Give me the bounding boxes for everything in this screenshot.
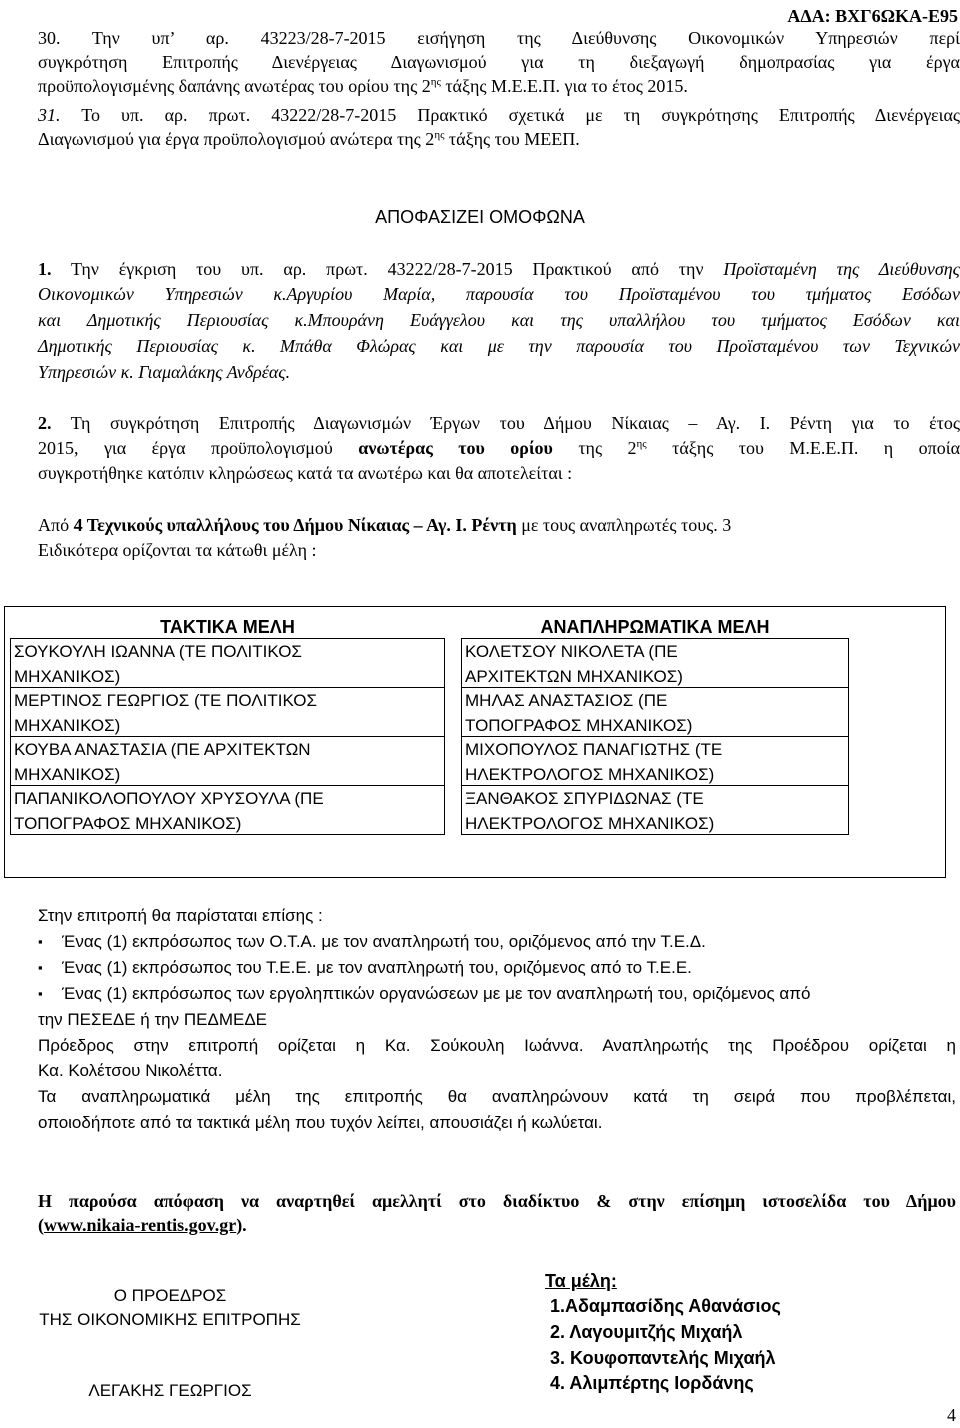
point2-line2: 2015, για έργα προϋπολογισμού ανωτέρας του ορίου της $2^{\eta\varsigma}$ τάξης του Μ.Ε.Ε.Π. η οποία <box>38 438 960 458</box>
regular-member-cell <box>10 736 445 786</box>
item31-line2: Διαγωνισμού για έργα προϋπολογισμού ανώτερα της $2^{\eta\varsigma}$ τάξης του ΜΕΕΠ. <box>38 129 580 149</box>
point1-line3: και Δημοτικής Περιουσίας κ.Μπουράνη Ευάγγελου και της υπαλλήλου του τμήματος Εσόδων και <box>38 310 960 330</box>
item30-line2: συγκρότηση Επιτροπής Διενέργειας Διαγωνισμού για τη διεξαγωγή δημοπρασίας για έργα <box>38 52 960 72</box>
bullet-text: Ένας (1) εκπρόσωπος των Ο.Τ.Α. με τον αναπληρωτή του, οριζόμενος από την Τ.Ε.Δ. <box>62 932 706 951</box>
member-line: ΠΑΠΑΝΙΚΟΛΟΠΟΥΛΟΥ ΧΡΥΣΟΥΛΑ (ΠΕ <box>14 789 324 808</box>
point1-line2: Οικονομικών Υπηρεσιών κ.Αργυρίου Μαρία, παρουσία του Προϊσταμένου του τμήματος Εσόδων <box>38 284 960 304</box>
bullet-icon: ▪ <box>38 934 43 949</box>
page-number: 4 <box>947 1405 956 1425</box>
ada-code: ΑΔΑ: ΒΧΓ6ΩΚΑ-Ε95 <box>787 6 958 26</box>
point1-line5: Υπηρεσιών κ. Γιαμαλάκης Ανδρέας. <box>38 362 291 382</box>
signature-member: 4. Αλιμπέρτης Ιορδάνης <box>550 1373 754 1393</box>
members-table <box>4 606 946 878</box>
member-line: ΜΗΛΑΣ ΑΝΑΣΤΑΣΙΟΣ (ΠΕ <box>465 691 668 710</box>
president-title-1: Ο ΠΡΟΕΔΡΟΣ <box>113 1286 227 1305</box>
attendance-intro: Στην επιτροπή θα παρίσταται επίσης : <box>38 906 323 925</box>
publication-line1: Η παρούσα απόφαση να αναρτηθεί αμελλητί στο διαδίκτυο & στην επίσημη ιστοσελίδα του Δήμου <box>38 1191 956 1211</box>
alternate-members-title: ΑΝΑΠΛΗΡΩΜΑΤΙΚΑ ΜΕΛΗ <box>540 617 770 637</box>
alternates-line1: Τα αναπληρωματικά μέλη της επιτροπής θα αναπληρώνουν κατά τη σειρά που προβλέπεται, <box>38 1087 956 1106</box>
member-line: ΤΟΠΟΓΡΑΦΟΣ ΜΗΧΑΝΙΚΟΣ) <box>465 716 693 735</box>
member-line: ΜΙΧΟΠΟΥΛΟΣ ΠΑΝΑΓΙΩΤΗΣ (ΤΕ <box>465 740 723 759</box>
chair-line1: Πρόεδρος στην επιτροπή ορίζεται η Κα. Σούκουλη Ιωάννα. Αναπληρωτής της Προέδρου ορίζεται η <box>38 1036 956 1055</box>
item30-line1: 30. Την υπ’ αρ. 43223/28-7-2015 εισήγηση της Διεύθυνσης Οικονομικών Υπηρεσιών περί <box>38 28 960 48</box>
point2-line3: συγκροτήθηκε κατόπιν κληρώσεως κατά τα ανωτέρω και θα αποτελείται : <box>38 463 573 483</box>
member-line: ΤΟΠΟΓΡΑΦΟΣ ΜΗΧΑΝΙΚΟΣ) <box>14 814 242 833</box>
signature-member: 2. Λαγουμιτζής Μιχαήλ <box>550 1322 743 1342</box>
point2-line1: 2. Τη συγκρότηση Επιτροπής Διαγωνισμών Έργων του Δήμου Νίκαιας – Αγ. Ι. Ρέντη για το έτος <box>38 413 960 433</box>
member-line: ΚΟΛΕΤΣΟΥ ΝΙΚΟΛΕΤΑ (ΠΕ <box>465 642 678 661</box>
bullet-text: Ένας (1) εκπρόσωπος του Τ.Ε.Ε. με τον αναπληρωτή του, οριζόμενος από το Τ.Ε.Ε. <box>62 958 692 977</box>
member-line: ΗΛΕΚΤΡΟΛΟΓΟΣ ΜΗΧΑΝΙΚΟΣ) <box>465 814 715 833</box>
regular-member-cell <box>10 785 445 835</box>
member-line: ΗΛΕΚΤΡΟΛΟΓΟΣ ΜΗΧΑΝΙΚΟΣ) <box>465 765 715 784</box>
bullet-icon: ▪ <box>38 960 43 975</box>
regular-members-title: ΤΑΚΤΙΚΑ ΜΕΛΗ <box>160 617 295 637</box>
member-line: ΚΟΥΒΑ ΑΝΑΣΤΑΣΙΑ (ΠΕ ΑΡΧΙΤΕΚΤΩΝ <box>14 740 311 759</box>
alternate-member-cell <box>461 638 849 688</box>
alternate-member-cell <box>461 736 849 786</box>
bullet-icon: ▪ <box>38 986 43 1001</box>
regular-member-cell <box>10 687 445 737</box>
regular-member-cell <box>10 638 445 688</box>
point1-line1: 1. Την έγκριση του υπ. αρ. πρωτ. 43222/28-7-2015 Πρακτικού από την Προϊσταμένη της Διεύθυνσης <box>38 259 960 279</box>
signature-member: 1.Αδαμπασίδης Αθανάσιος <box>550 1296 781 1316</box>
attendance-bullet-3-cont: την ΠΕΣΕΔΕ ή την ΠΕΔΜΕΔΕ <box>38 1010 268 1029</box>
point2-line5: Ειδικότερα ορίζονται τα κάτωθι μέλη : <box>38 540 317 560</box>
regular-members-column <box>10 615 445 835</box>
member-line: ΜΕΡΤΙΝΟΣ ΓΕΩΡΓΙΟΣ (ΤΕ ΠΟΛΙΤΙΚΟΣ <box>14 691 318 710</box>
members-signature-title: Τα μέλη: <box>545 1271 617 1291</box>
alternate-member-cell <box>461 785 849 835</box>
member-line: ΜΗΧΑΝΙΚΟΣ) <box>14 716 121 735</box>
member-line: ΜΗΧΑΝΙΚΟΣ) <box>14 765 121 784</box>
chair-line2: Κα. Κολέτσου Νικολέττα. <box>38 1061 223 1080</box>
decision-heading: ΑΠΟΦΑΣΙΖΕΙ ΟΜΟΦΩΝΑ <box>375 207 585 227</box>
member-line: ΑΡΧΙΤΕΚΤΩΝ ΜΗΧΑΝΙΚΟΣ) <box>465 667 683 686</box>
bullet-text: Ένας (1) εκπρόσωπος των εργοληπτικών οργανώσεων με με τον αναπληρωτή του, οριζόμενος από <box>62 984 811 1003</box>
alternate-members-column <box>461 615 849 835</box>
item31-line1: 31. Το υπ. αρ. πρωτ. 43222/28-7-2015 Πρακτικό σχετικά με τη συγκρότησης Επιτροπής Διενέργειας <box>38 105 960 125</box>
member-line: ΜΗΧΑΝΙΚΟΣ) <box>14 667 121 686</box>
alternate-member-cell <box>461 687 849 737</box>
alternates-line2: οποιοδήποτε από τα τακτικά μέλη που τυχόν λείπει, απουσιάζει ή κωλύεται. <box>38 1113 603 1132</box>
publication-line2: (www.nikaia-rentis.gov.gr). <box>38 1215 247 1235</box>
item30-line3: προϋπολογισμένης δαπάνης ανωτέρας του ορίου της $2^{\eta\varsigma}$ τάξης Μ.Ε.Ε.Π. για το έτος 2015. <box>38 76 688 96</box>
signature-member: 3. Κουφοπαντελής Μιχαήλ <box>550 1348 776 1368</box>
president-name: ΛΕΓΑΚΗΣ ΓΕΩΡΓΙΟΣ <box>88 1381 252 1400</box>
point1-line4: Δημοτικής Περιουσίας κ. Μπάθα Φλώρας και με την παρουσία του Προϊσταμένου των Τεχνικών <box>38 336 960 356</box>
president-title-2: ΤΗΣ ΟΙΚΟΝΟΜΙΚΗΣ ΕΠΙΤΡΟΠΗΣ <box>39 1310 301 1329</box>
member-line: ΞΑΝΘΑΚΟΣ ΣΠΥΡΙΔΩΝΑΣ (ΤΕ <box>465 789 704 808</box>
member-line: ΣΟΥΚΟΥΛΗ ΙΩΑΝΝΑ (ΤΕ ΠΟΛΙΤΙΚΟΣ <box>14 642 302 661</box>
website-link[interactable]: www.nikaia-rentis.gov.gr <box>44 1215 237 1235</box>
point2-line4: Από 4 Τεχνικούς υπαλλήλους του Δήμου Νίκαιας – Αγ. Ι. Ρέντη με τους αναπληρωτές τους. 3 <box>38 515 732 535</box>
